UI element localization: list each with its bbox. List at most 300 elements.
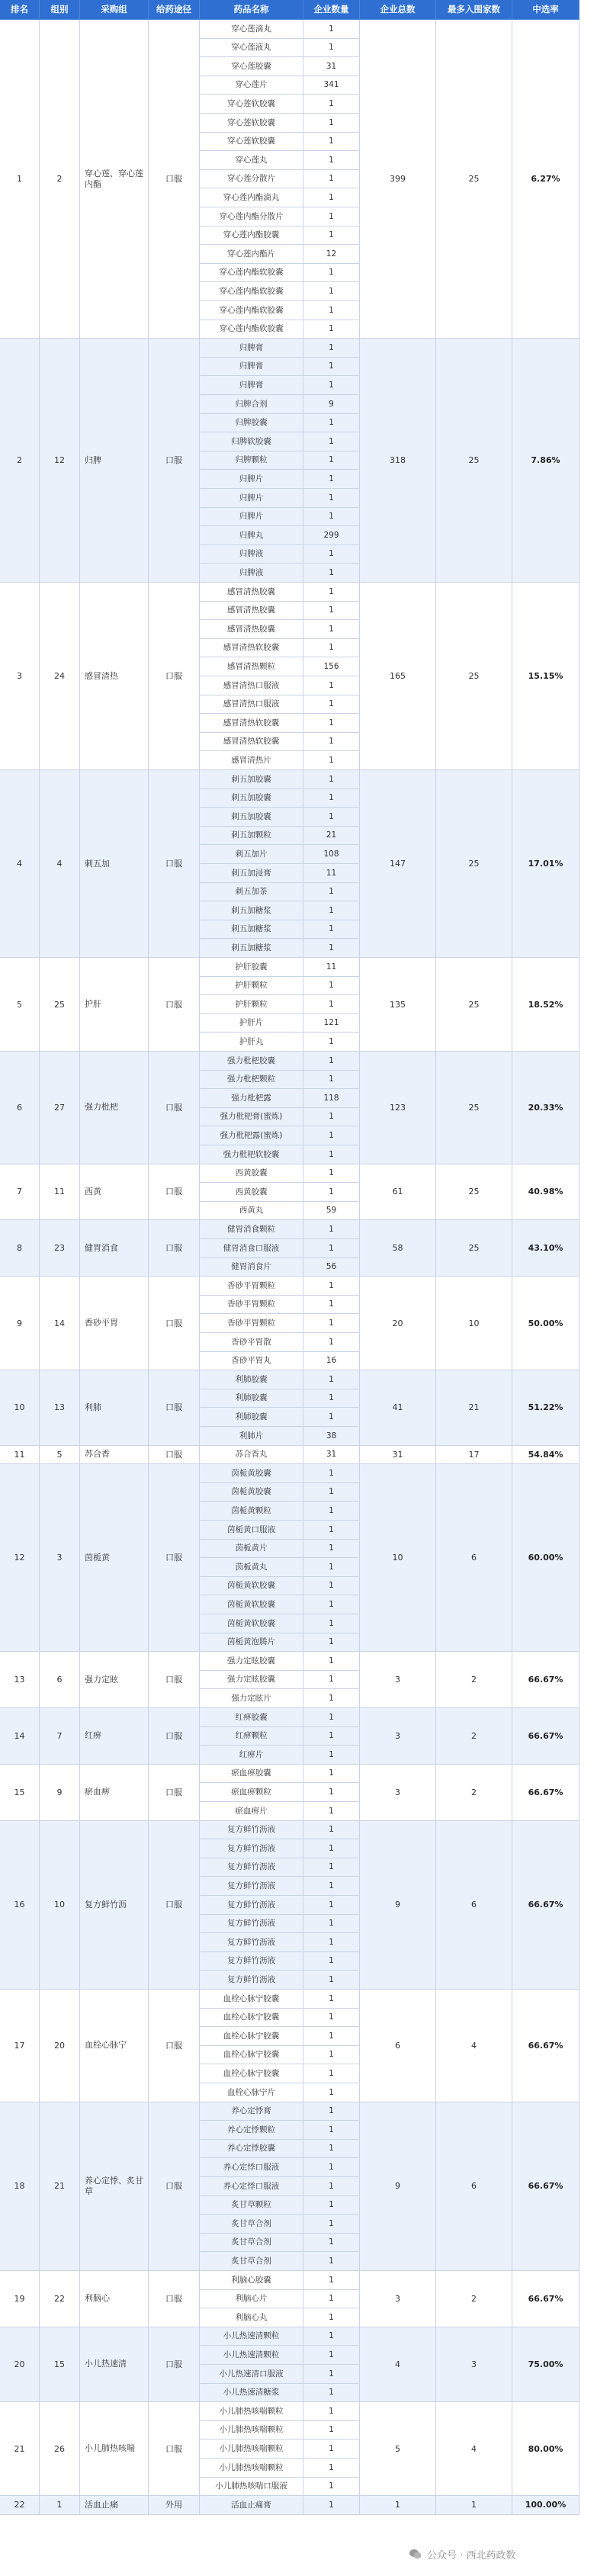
drug-name-cell: 刺五加胶囊 [200,789,303,808]
company-count-cell: 1 [303,264,360,283]
drug-name-cell: 归脾颗粒 [200,451,303,471]
row-rank: 12 [0,1464,40,1652]
row-max-selected: 25 [436,958,512,1052]
row-company-total: 41 [360,1370,436,1445]
row-company-total: 20 [360,1277,436,1370]
company-count-cell: 1 [303,95,360,114]
company-count-cell: 1 [303,1483,360,1502]
company-count-cell: 59 [303,1202,360,1221]
row-selection-rate: 66.67% [512,2102,580,2271]
drug-name-cell: 刺五加浸膏 [200,864,303,883]
header-rank: 排名 [0,0,40,20]
company-count-cell: 156 [303,657,360,676]
company-count-cell: 1 [303,207,360,226]
row-max-selected: 25 [436,339,512,583]
row-rank: 17 [0,1990,40,2102]
row-group: 25 [40,958,80,1052]
company-count-cell: 1 [303,883,360,902]
row-group: 7 [40,1708,80,1765]
company-count-cell: 118 [303,1089,360,1108]
company-count-cell: 1 [303,1652,360,1671]
row-purchase-group: 健胃消食 [80,1220,149,1277]
row-group: 20 [40,1990,80,2102]
drug-name-cell: 刺五加糖浆 [200,939,303,958]
row-max-selected: 2 [436,1708,512,1765]
row-company-total: 399 [360,20,436,339]
row-group: 26 [40,2402,80,2496]
drug-name-cell: 茵栀黄软胶囊 [200,1614,303,1633]
company-count-cell: 1 [303,1802,360,1821]
company-count-cell: 21 [303,827,360,846]
row-purchase-group: 穿心莲、穿心莲内酯 [80,20,149,339]
row-purchase-group: 小儿肺热咳喘 [80,2402,149,2496]
row-group: 11 [40,1164,80,1221]
drug-name-cell: 归脾液 [200,564,303,583]
drug-name-cell: 养心定悸口服液 [200,2158,303,2177]
company-count-cell: 1 [303,114,360,133]
company-count-cell: 1 [303,545,360,564]
drug-name-cell: 茵栀黄胶囊 [200,1483,303,1502]
header-company-count: 企业数量 [303,0,360,20]
company-count-cell: 1 [303,920,360,940]
row-rank: 5 [0,958,40,1052]
drug-name-cell: 复方鲜竹沥液 [200,1933,303,1952]
row-route: 口服 [149,1446,200,1465]
drug-name-cell: 血栓心脉宁胶囊 [200,2027,303,2046]
drug-name-cell: 小儿肺热咳喘口服液 [200,2478,303,2497]
company-count-cell: 1 [303,451,360,471]
row-rank: 6 [0,1052,40,1164]
row-company-total: 6 [360,1990,436,2102]
row-company-total: 123 [360,1052,436,1164]
company-count-cell: 1 [303,301,360,320]
row-purchase-group: 复方鲜竹沥 [80,1821,149,1990]
company-count-cell: 1 [303,1671,360,1690]
row-company-total: 61 [360,1164,436,1221]
company-count-cell: 1 [303,2027,360,2046]
company-count-cell: 1 [303,2252,360,2271]
row-purchase-group: 香砂平胃 [80,1277,149,1370]
company-count-cell: 1 [303,733,360,752]
row-route: 口服 [149,1052,200,1164]
drug-name-cell: 茵栀黄胶囊 [200,1464,303,1483]
drug-name-cell: 小儿肺热咳喘颗粒 [200,2402,303,2421]
drug-name-cell: 穿心莲内酯胶囊 [200,226,303,246]
row-selection-rate: 50.00% [512,1277,580,1370]
row-selection-rate: 75.00% [512,2327,580,2402]
row-group: 22 [40,2271,80,2327]
drug-name-cell: 刺五加颗粒 [200,827,303,846]
drug-name-cell: 强力定眩胶囊 [200,1652,303,1671]
company-count-cell: 1 [303,432,360,451]
drug-name-cell: 血栓心脉宁胶囊 [200,2009,303,2028]
company-count-cell: 1 [303,939,360,958]
row-route: 口服 [149,1990,200,2102]
drug-name-cell: 护肝片 [200,1014,303,1033]
drug-name-cell: 利脑心片 [200,2290,303,2309]
company-count-cell: 1 [303,1164,360,1184]
drug-name-cell: 利脑心丸 [200,2308,303,2327]
drug-name-cell: 归脾片 [200,470,303,489]
company-count-cell: 1 [303,1033,360,1052]
row-rank: 15 [0,1765,40,1821]
company-count-cell: 1 [303,1633,360,1653]
drug-name-cell: 归脾片 [200,489,303,508]
drug-name-cell: 血栓心脉宁胶囊 [200,1990,303,2009]
company-count-cell: 1 [303,20,360,39]
company-count-cell: 1 [303,695,360,715]
drug-name-cell: 香砂平胃颗粒 [200,1277,303,1296]
row-company-total: 318 [360,339,436,583]
drug-name-cell: 健胃消食片 [200,1258,303,1277]
drug-name-cell: 小儿肺热咳喘颗粒 [200,2421,303,2440]
drug-name-cell: 感冒清热胶囊 [200,602,303,621]
drug-name-cell: 炙甘草颗粒 [200,2196,303,2215]
drug-name-cell: 强力定眩胶囊 [200,1671,303,1690]
header-group: 组别 [40,0,80,20]
row-rank: 21 [0,2402,40,2496]
row-group: 24 [40,583,80,770]
drug-name-cell: 复方鲜竹沥液 [200,1858,303,1877]
row-selection-rate: 66.67% [512,1765,580,1821]
company-count-cell: 1 [303,151,360,170]
drug-name-cell: 感冒清热胶囊 [200,620,303,639]
row-purchase-group: 血栓心脉宁 [80,1990,149,2102]
company-count-cell: 1 [303,1708,360,1727]
drug-name-cell: 香砂平胃丸 [200,1352,303,1371]
row-route: 口服 [149,20,200,339]
row-max-selected: 1 [436,2496,512,2515]
row-max-selected: 3 [436,2327,512,2402]
company-count-cell: 1 [303,1052,360,1071]
company-count-cell: 16 [303,1352,360,1371]
drug-name-cell: 复方鲜竹沥液 [200,1821,303,1840]
row-purchase-group: 苏合香 [80,1446,149,1465]
row-max-selected: 25 [436,583,512,770]
drug-name-cell: 强力枇杷膏(蜜炼) [200,1108,303,1127]
drug-name-cell: 穿心莲软胶囊 [200,114,303,133]
row-rank: 11 [0,1446,40,1465]
row-rank: 2 [0,339,40,583]
drug-name-cell: 瘀血痹胶囊 [200,1765,303,1784]
drug-name-cell: 穿心莲片 [200,76,303,95]
drug-name-cell: 养心定悸胶囊 [200,2140,303,2159]
row-company-total: 165 [360,583,436,770]
row-max-selected: 25 [436,770,512,958]
company-count-cell: 1 [303,1558,360,1577]
row-selection-rate: 66.67% [512,1652,580,1708]
company-count-cell: 299 [303,526,360,545]
company-count-cell: 1 [303,1408,360,1427]
row-group: 13 [40,1370,80,1445]
row-route: 口服 [149,958,200,1052]
drug-name-cell: 穿心莲内酯软胶囊 [200,264,303,283]
company-count-cell: 1 [303,2196,360,2215]
company-count-cell: 1 [303,1877,360,1896]
drug-name-cell: 西黄胶囊 [200,1183,303,1202]
drug-name-cell: 西黄胶囊 [200,1164,303,1184]
company-count-cell: 1 [303,339,360,358]
row-max-selected: 17 [436,1446,512,1465]
company-count-cell: 1 [303,1183,360,1202]
drug-name-cell: 穿心莲内酯分散片 [200,207,303,226]
row-rank: 14 [0,1708,40,1765]
company-count-cell: 9 [303,395,360,414]
company-count-cell: 1 [303,188,360,207]
row-purchase-group: 红痹 [80,1708,149,1765]
company-count-cell: 1 [303,2459,360,2478]
company-count-cell: 1 [303,1314,360,1333]
drug-name-cell: 归脾丸 [200,526,303,545]
drug-name-cell: 刺五加糖浆 [200,920,303,940]
company-count-cell: 1 [303,2478,360,2497]
row-company-total: 3 [360,1652,436,1708]
company-count-cell: 1 [303,170,360,189]
row-max-selected: 6 [436,1464,512,1652]
company-count-cell: 1 [303,2140,360,2159]
drug-name-cell: 健胃消食口服液 [200,1239,303,1258]
row-route: 口服 [149,1164,200,1221]
row-group: 5 [40,1446,80,1465]
row-selection-rate: 40.98% [512,1164,580,1221]
row-route: 外用 [149,2496,200,2515]
company-count-cell: 1 [303,1595,360,1614]
drug-name-cell: 小儿热速清颗粒 [200,2346,303,2365]
drug-name-cell: 小儿热速清口服液 [200,2365,303,2384]
company-count-cell: 1 [303,1746,360,1765]
drug-name-cell: 红痹片 [200,1746,303,1765]
row-purchase-group: 利肺 [80,1370,149,1445]
row-group: 14 [40,1277,80,1370]
row-rank: 3 [0,583,40,770]
drug-name-cell: 小儿肺热咳喘颗粒 [200,2439,303,2459]
row-company-total: 9 [360,2102,436,2271]
drug-name-cell: 茵栀黄软胶囊 [200,1577,303,1596]
company-count-cell: 11 [303,864,360,883]
company-count-cell: 56 [303,1258,360,1277]
company-count-cell: 1 [303,676,360,695]
row-selection-rate: 6.27% [512,20,580,339]
drug-name-cell: 利肺胶囊 [200,1408,303,1427]
drug-name-cell: 护肝丸 [200,1033,303,1052]
drug-name-cell: 苏合香丸 [200,1446,303,1465]
drug-name-cell: 香砂平胃颗粒 [200,1314,303,1333]
drug-name-cell: 归脾软胶囊 [200,432,303,451]
row-route: 口服 [149,1220,200,1277]
company-count-cell: 1 [303,489,360,508]
row-selection-rate: 20.33% [512,1052,580,1164]
row-max-selected: 25 [436,20,512,339]
drug-name-cell: 复方鲜竹沥液 [200,1839,303,1858]
drug-name-cell: 强力枇杷软胶囊 [200,1145,303,1164]
row-company-total: 9 [360,1821,436,1990]
row-purchase-group: 护肝 [80,958,149,1052]
company-count-cell: 1 [303,133,360,152]
row-max-selected: 4 [436,2402,512,2496]
company-count-cell: 1 [303,1821,360,1840]
row-rank: 16 [0,1821,40,1990]
row-selection-rate: 80.00% [512,2402,580,2496]
drug-name-cell: 穿心莲软胶囊 [200,95,303,114]
row-rank: 19 [0,2271,40,2327]
company-count-cell: 1 [303,1521,360,1540]
drug-name-cell: 香砂平胃散 [200,1333,303,1352]
company-count-cell: 1 [303,1933,360,1952]
drug-name-cell: 感冒清热颗粒 [200,657,303,676]
company-count-cell: 1 [303,2064,360,2083]
drug-name-cell: 茵栀黄口服液 [200,1521,303,1540]
company-count-cell: 1 [303,2234,360,2253]
drug-name-cell: 血栓心脉宁胶囊 [200,2064,303,2083]
row-group: 2 [40,20,80,339]
company-count-cell: 1 [303,2421,360,2440]
company-count-cell: 1 [303,2308,360,2327]
drug-name-cell: 强力定眩片 [200,1689,303,1708]
drug-name-cell: 感冒清热软胶囊 [200,714,303,733]
row-company-total: 5 [360,2402,436,2496]
company-count-cell: 1 [303,358,360,377]
row-selection-rate: 66.67% [512,1990,580,2102]
row-group: 15 [40,2327,80,2402]
drug-name-cell: 小儿肺热咳喘颗粒 [200,2459,303,2478]
row-group: 21 [40,2102,80,2271]
company-count-cell: 121 [303,1014,360,1033]
header-company-total: 企业总数 [360,0,436,20]
company-count-cell: 12 [303,245,360,264]
row-group: 9 [40,1765,80,1821]
company-count-cell: 1 [303,2215,360,2234]
drug-name-cell: 归脾胶囊 [200,414,303,433]
row-rank: 20 [0,2327,40,2402]
drug-name-cell: 养心定悸颗粒 [200,2121,303,2140]
drug-name-cell: 复方鲜竹沥液 [200,1877,303,1896]
row-purchase-group: 归脾 [80,339,149,583]
drug-name-cell: 养心定悸口服液 [200,2177,303,2196]
company-count-cell: 1 [303,901,360,920]
drug-name-cell: 西黄丸 [200,1202,303,1221]
row-selection-rate: 15.15% [512,583,580,770]
company-count-cell: 1 [303,39,360,58]
company-count-cell: 1 [303,977,360,996]
drug-name-cell: 感冒清热片 [200,751,303,770]
drug-name-cell: 穿心莲内酯软胶囊 [200,282,303,301]
drug-name-cell: 复方鲜竹沥液 [200,1896,303,1915]
row-selection-rate: 51.22% [512,1370,580,1445]
drug-name-cell: 炙甘草合剂 [200,2234,303,2253]
row-company-total: 58 [360,1220,436,1277]
row-rank: 7 [0,1164,40,1221]
row-rank: 8 [0,1220,40,1277]
company-count-cell: 1 [303,564,360,583]
drug-name-cell: 护肝胶囊 [200,958,303,977]
row-group: 1 [40,2496,80,2515]
row-rank: 4 [0,770,40,958]
row-group: 3 [40,1464,80,1652]
drug-name-cell: 归脾膏 [200,376,303,395]
company-count-cell: 1 [303,2327,360,2346]
company-count-cell: 1 [303,620,360,639]
row-route: 口服 [149,770,200,958]
drug-name-cell: 穿心莲内酯软胶囊 [200,320,303,339]
company-count-cell: 1 [303,1952,360,1971]
drug-name-cell: 活血止痛膏 [200,2496,303,2515]
drug-name-cell: 穿心莲分散片 [200,170,303,189]
company-count-cell: 1 [303,1783,360,1802]
row-selection-rate: 54.84% [512,1446,580,1465]
row-route: 口服 [149,339,200,583]
row-group: 6 [40,1652,80,1708]
drug-name-cell: 小儿热速清颗粒 [200,2327,303,2346]
company-count-cell: 1 [303,1915,360,1934]
drug-name-cell: 利肺胶囊 [200,1389,303,1408]
company-count-cell: 1 [303,1145,360,1164]
drug-name-cell: 感冒清热软胶囊 [200,639,303,658]
drug-name-cell: 强力枇杷胶囊 [200,1052,303,1071]
drug-name-cell: 归脾膏 [200,358,303,377]
drug-name-cell: 归脾合剂 [200,395,303,414]
row-route: 口服 [149,1277,200,1370]
row-company-total: 1 [360,2496,436,2515]
company-count-cell: 1 [303,602,360,621]
row-purchase-group: 瘀血痹 [80,1765,149,1821]
company-count-cell: 1 [303,282,360,301]
company-count-cell: 1 [303,414,360,433]
drug-name-cell: 血栓心脉宁胶囊 [200,2046,303,2065]
drug-name-cell: 强力枇杷颗粒 [200,1071,303,1090]
header-max-selected: 最多入围家数 [436,0,512,20]
company-count-cell: 1 [303,2121,360,2140]
company-count-cell: 1 [303,2009,360,2028]
row-route: 口服 [149,2402,200,2496]
row-purchase-group: 养心定悸、炙甘草 [80,2102,149,2271]
row-selection-rate: 66.67% [512,1821,580,1990]
row-route: 口服 [149,583,200,770]
row-max-selected: 2 [436,1765,512,1821]
row-selection-rate: 18.52% [512,958,580,1052]
drug-name-cell: 护肝颗粒 [200,977,303,996]
row-max-selected: 21 [436,1370,512,1445]
drug-name-cell: 归脾膏 [200,339,303,358]
company-count-cell: 1 [303,2496,360,2515]
company-count-cell: 1 [303,1333,360,1352]
drug-name-cell: 穿心莲软胶囊 [200,133,303,152]
row-max-selected: 4 [436,1990,512,2102]
company-count-cell: 1 [303,2439,360,2459]
drug-name-cell: 红痹胶囊 [200,1708,303,1727]
row-rank: 18 [0,2102,40,2271]
row-selection-rate: 66.67% [512,1708,580,1765]
company-count-cell: 1 [303,508,360,527]
company-count-cell: 1 [303,1108,360,1127]
row-selection-rate: 17.01% [512,770,580,958]
company-count-cell: 1 [303,1389,360,1408]
company-count-cell: 1 [303,1239,360,1258]
company-count-cell: 1 [303,1071,360,1090]
drug-name-cell: 护肝颗粒 [200,995,303,1014]
company-count-cell: 1 [303,2365,360,2384]
header-purchase-group: 采购组 [80,0,149,20]
company-count-cell: 31 [303,1446,360,1465]
row-max-selected: 10 [436,1277,512,1370]
row-rank: 22 [0,2496,40,2515]
drug-name-cell: 归脾片 [200,508,303,527]
row-selection-rate: 60.00% [512,1464,580,1652]
row-purchase-group: 刺五加 [80,770,149,958]
row-route: 口服 [149,2102,200,2271]
company-count-cell: 1 [303,1689,360,1708]
company-count-cell: 1 [303,2083,360,2102]
row-purchase-group: 强力枇杷 [80,1052,149,1164]
